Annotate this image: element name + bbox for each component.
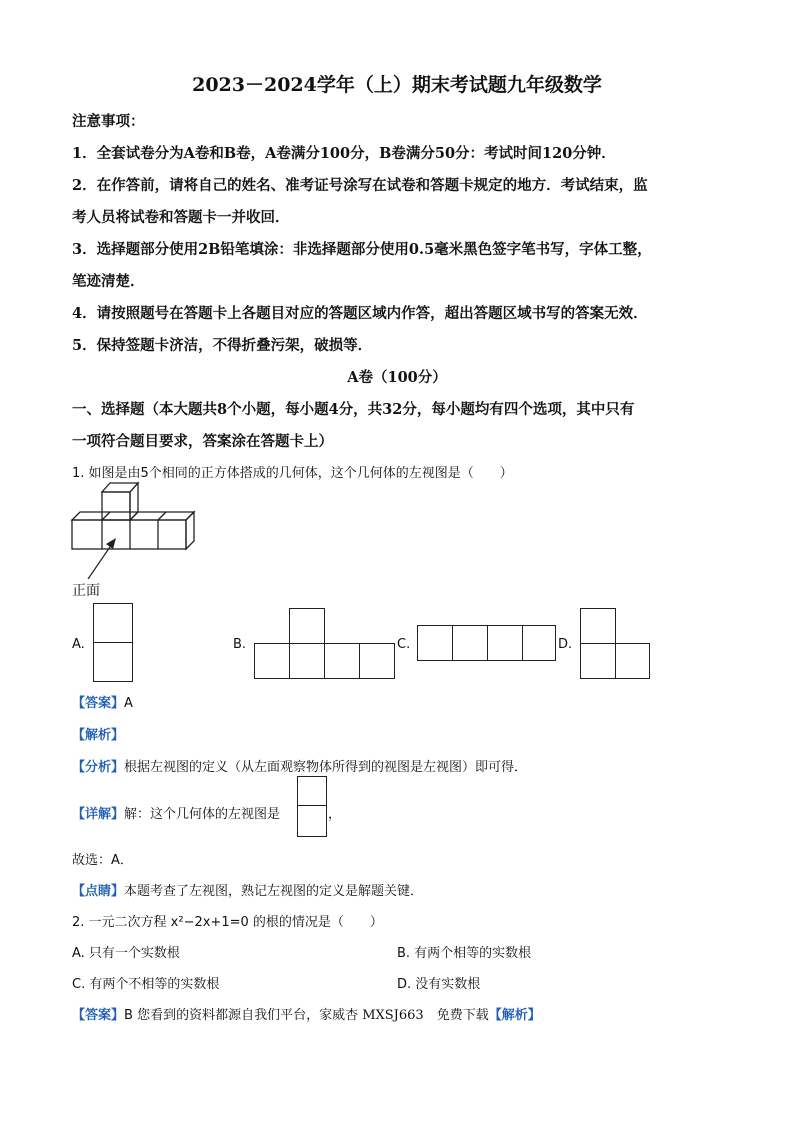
part1-heading-cont: 一项符合题目要求，答案涂在答题卡上） bbox=[72, 433, 333, 450]
q1-option-c-label: C. bbox=[397, 637, 411, 652]
option-c-square bbox=[417, 625, 453, 661]
notice-item-5: 5．保持签题卡济洁，不得折叠污架，破损等． bbox=[72, 337, 373, 354]
answer-tag: 【答案】 bbox=[72, 696, 125, 711]
analysis-tag: 【解析】 bbox=[488, 1008, 541, 1023]
option-d-square bbox=[580, 643, 616, 679]
option-b-square bbox=[254, 643, 290, 679]
option-a-square-top bbox=[93, 603, 133, 643]
q2-answer-line bbox=[72, 1004, 541, 1023]
option-c-square bbox=[522, 625, 556, 661]
notice-item-1: 1．全套试卷分为A卷和B卷，A卷满分100分，B卷满分50分：考试时间120分钟． bbox=[72, 145, 616, 162]
detail-square-bottom bbox=[297, 805, 327, 837]
page-title: 2023－2024学年（上）期末考试题九年级数学 bbox=[192, 74, 602, 96]
notice-item-2: 2．在作答前，请将自己的姓名、准考证号涂写在试卷和答题卡规定的地方．考试结束，监 bbox=[72, 177, 648, 194]
notice-item-4: 4．请按照题号在答题卡上各题目对应的答题区域内作答，超出答题区域书写的答案无效． bbox=[72, 305, 648, 322]
option-b-square bbox=[359, 643, 395, 679]
option-b-square-top bbox=[289, 608, 325, 644]
q1-stem: 1. 如图是由5个相同的正方体搭成的几何体，这个几何体的左视图是（ ） bbox=[72, 466, 513, 481]
q1-option-b-label: B. bbox=[233, 637, 247, 652]
detail-tag: 【详解】 bbox=[72, 807, 125, 822]
fenxi-tag: 【分析】 bbox=[72, 760, 125, 775]
q2-option-a: A. 只有一个实数根 bbox=[72, 946, 180, 961]
front-arrow-head bbox=[106, 538, 116, 549]
q2-option-c: C. 有两个不相等的实数根 bbox=[72, 977, 220, 992]
option-d-square bbox=[615, 643, 650, 679]
answer-value: B bbox=[124, 1008, 133, 1023]
notice-item-3-cont: 笔迹清楚． bbox=[72, 273, 145, 290]
q1-option-a-label: A. bbox=[72, 637, 85, 652]
option-b-square bbox=[324, 643, 360, 679]
footer-notice: 您看到的资料都源自我们平台，家威杏 MXSJ663 免费下载 bbox=[137, 1008, 489, 1023]
option-c-square bbox=[487, 625, 523, 661]
q1-detail-line bbox=[72, 803, 280, 822]
option-b-square bbox=[289, 643, 325, 679]
notice-item-2-cont: 考人员将试卷和答题卡一并收回． bbox=[72, 209, 290, 226]
front-label: 正面 bbox=[72, 583, 100, 599]
q1-analysis-tag bbox=[72, 724, 124, 743]
option-a-square-bottom bbox=[93, 642, 133, 682]
fenxi-text: 根据左视图的定义（从左面观察物体所得到的视图是左视图）即可得． bbox=[124, 760, 528, 775]
detail-text: 解：这个几何体的左视图是 bbox=[124, 807, 281, 822]
q1-option-d-label: D. bbox=[558, 637, 573, 652]
analysis-tag: 【解析】 bbox=[72, 728, 125, 743]
option-c-square bbox=[452, 625, 488, 661]
q1-choose: 故选：A． bbox=[72, 853, 133, 868]
notice-item-3: 3．选择题部分使用2B铅笔填涂：非选择题部分使用0.5毫米黑色签字笔书写，字体工整， bbox=[72, 241, 652, 258]
q2-option-b: B. 有两个相等的实数根 bbox=[397, 946, 532, 961]
comment-tag: 【点睛】 bbox=[72, 884, 125, 899]
notice-heading: 注意事项： bbox=[72, 113, 145, 130]
cube-edges bbox=[72, 483, 194, 549]
option-d-square-top bbox=[580, 608, 616, 644]
section-a-heading: A卷（100分） bbox=[347, 369, 447, 386]
part1-heading: 一、选择题（本大题共8个小题，每小题4分，共32分，每小题均有四个选项，其中只有 bbox=[72, 401, 635, 418]
comment-text: 本题考查了左视图，熟记左视图的定义是解题关键． bbox=[124, 884, 424, 899]
q1-fenxi-line bbox=[72, 756, 527, 775]
detail-end: ， bbox=[328, 807, 342, 822]
q2-stem: 2. 一元二次方程 x²−2x+1=0 的根的情况是（ ） bbox=[72, 915, 383, 930]
q2-option-d: D. 没有实数根 bbox=[397, 977, 481, 992]
detail-square-top bbox=[297, 776, 327, 806]
answer-tag: 【答案】 bbox=[72, 1008, 125, 1023]
q1-comment-line bbox=[72, 880, 423, 899]
q1-answer-line bbox=[72, 692, 133, 711]
answer-value: A bbox=[124, 696, 133, 711]
